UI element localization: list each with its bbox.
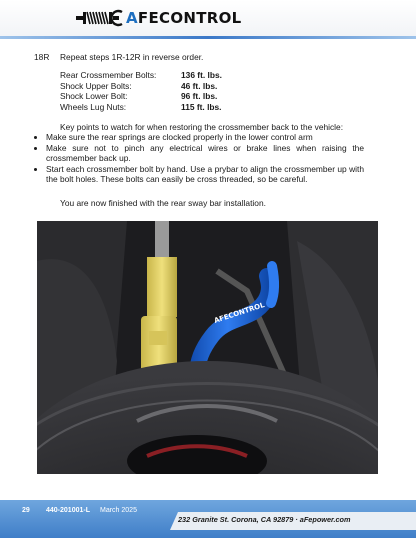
torque-spec-value: 46 ft. lbs. [181,80,218,91]
part-number: 440-201001-L [46,507,90,514]
torque-spec-label: Shock Lower Bolt: [60,91,128,102]
step-text: Repeat steps 1R-12R in reverse order. [60,52,204,62]
torque-spec-row [60,102,222,112]
key-points-intro: Key points to watch for when restoring the crossmember back to the vehicle: [60,122,344,133]
afe-control-logo [76,8,242,28]
installation-photo [37,221,378,474]
torque-spec-value: 136 ft. lbs. [181,70,222,81]
finished-note: You are now finished with the rear sway bar installation. [60,198,266,209]
key-point-item: • Start each crossmember bolt by hand. Use a prybar to align the crossmember up with the bolt holes. These bolts can easily be cross threaded, so be careful. [46,164,364,185]
logo-text: AFECONTROL [126,9,242,27]
torque-spec-label: Wheels Lug Nuts: [60,101,127,112]
torque-spec-value: 96 ft. lbs. [181,91,218,102]
torque-spec-label: Shock Upper Bolts: [60,80,132,91]
key-point-item: • Make sure not to pinch any electrical wires or brake lines when raising the crossmember back up. [46,143,364,164]
page-header [0,0,416,36]
company-address: 232 Granite St. Corona, CA 92879 · aFepower.com [178,515,351,524]
step-number: 18R [34,52,50,62]
key-points-list [34,132,364,184]
suspension-coil-icon [76,9,124,27]
page-number: 29 [22,507,30,514]
torque-spec-row [60,81,222,91]
revision-date: March 2025 [100,507,137,514]
header-rule [0,36,416,39]
torque-spec-value: 115 ft. lbs. [181,101,222,112]
sway-bar-installed-image [37,221,378,474]
torque-spec-row [60,70,222,80]
instruction-content [34,52,364,209]
step-row [34,52,364,62]
torque-spec-table [60,70,222,112]
torque-spec-row [60,91,222,101]
sway-bar-label: AFECONTROL [213,301,266,325]
key-point-item: • Make sure the rear springs are clocked properly in the lower control arm [46,132,364,142]
torque-spec-label: Rear Crossmember Bolts: [60,70,157,81]
